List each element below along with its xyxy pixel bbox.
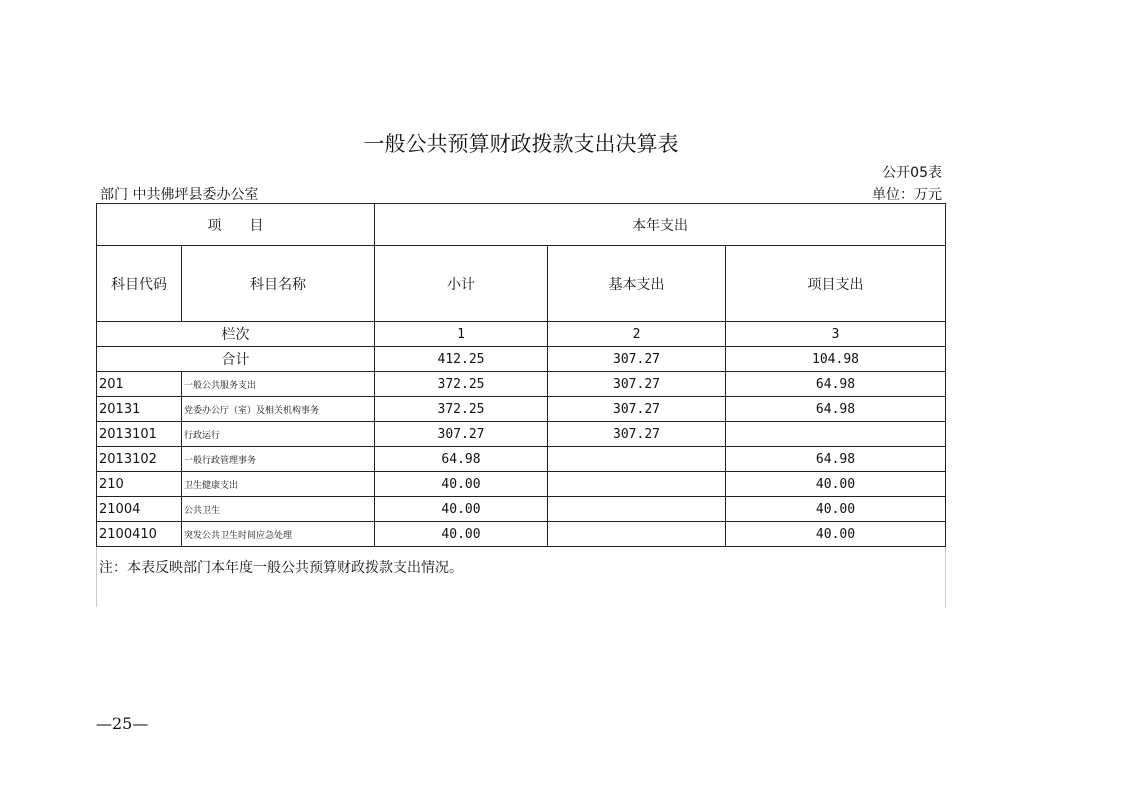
column-number-row [97, 322, 946, 347]
row-project: 64.98 [726, 372, 946, 397]
table-row [97, 422, 946, 447]
row-name: 一般行政管理事务 [182, 447, 375, 472]
unit-label: 单位：万元 [872, 187, 942, 203]
page-title: 一般公共预算财政拨款支出决算表 [363, 132, 679, 156]
form-number: 公开05表 [882, 165, 942, 181]
row-name: 突发公共卫生时间应急处理 [182, 522, 375, 547]
row-name: 行政运行 [182, 422, 375, 447]
row-subtotal: 64.98 [375, 447, 548, 472]
total-basic: 307.27 [548, 347, 726, 372]
row-project: 64.98 [726, 447, 946, 472]
total-project: 104.98 [726, 347, 946, 372]
header-current-year-expense: 本年支出 [375, 204, 946, 246]
row-code: 2013102 [97, 447, 182, 472]
row-subtotal: 40.00 [375, 472, 548, 497]
row-project: 40.00 [726, 472, 946, 497]
row-basic [548, 522, 726, 547]
header-subtotal: 小计 [375, 246, 548, 322]
row-name: 卫生健康支出 [182, 472, 375, 497]
page-number: —25— [96, 714, 149, 733]
total-row [97, 347, 946, 372]
table-row [97, 372, 946, 397]
row-code: 2013101 [97, 422, 182, 447]
row-basic [548, 447, 726, 472]
row-subtotal: 372.25 [375, 372, 548, 397]
row-project: 40.00 [726, 522, 946, 547]
table-row [97, 397, 946, 422]
column-number-label: 栏次 [97, 322, 375, 347]
row-name: 党委办公厅（室）及相关机构事务 [182, 397, 375, 422]
table-row [97, 472, 946, 497]
header-project-expense: 项目支出 [726, 246, 946, 322]
header-basic: 基本支出 [548, 246, 726, 322]
table-row [97, 447, 946, 472]
row-code: 21004 [97, 497, 182, 522]
row-basic: 307.27 [548, 422, 726, 447]
table-row [97, 497, 946, 522]
column-number-2: 2 [548, 322, 726, 347]
header-code: 科目代码 [97, 246, 182, 322]
row-code: 20131 [97, 397, 182, 422]
row-basic: 307.27 [548, 372, 726, 397]
total-label: 合计 [97, 347, 375, 372]
row-subtotal: 40.00 [375, 522, 548, 547]
row-code: 201 [97, 372, 182, 397]
expense-table [96, 203, 946, 607]
row-subtotal: 307.27 [375, 422, 548, 447]
header-project: 项 目 [97, 204, 375, 246]
row-name: 一般公共服务支出 [182, 372, 375, 397]
row-basic [548, 497, 726, 522]
column-number-3: 3 [726, 322, 946, 347]
row-project: 40.00 [726, 497, 946, 522]
row-project: 64.98 [726, 397, 946, 422]
row-subtotal: 372.25 [375, 397, 548, 422]
row-project [726, 422, 946, 447]
header-name: 科目名称 [182, 246, 375, 322]
row-basic: 307.27 [548, 397, 726, 422]
row-name: 公共卫生 [182, 497, 375, 522]
table-header-row-2 [97, 246, 946, 322]
table-header-row-1 [97, 204, 946, 246]
table-row [97, 522, 946, 547]
row-subtotal: 40.00 [375, 497, 548, 522]
table-note: 注：本表反映部门本年度一般公共预算财政拨款支出情况。 [97, 547, 946, 607]
department-label: 部门 中共佛坪县委办公室 [100, 187, 259, 203]
total-subtotal: 412.25 [375, 347, 548, 372]
column-number-1: 1 [375, 322, 548, 347]
note-row [97, 547, 946, 607]
row-code: 210 [97, 472, 182, 497]
row-code: 2100410 [97, 522, 182, 547]
row-basic [548, 472, 726, 497]
